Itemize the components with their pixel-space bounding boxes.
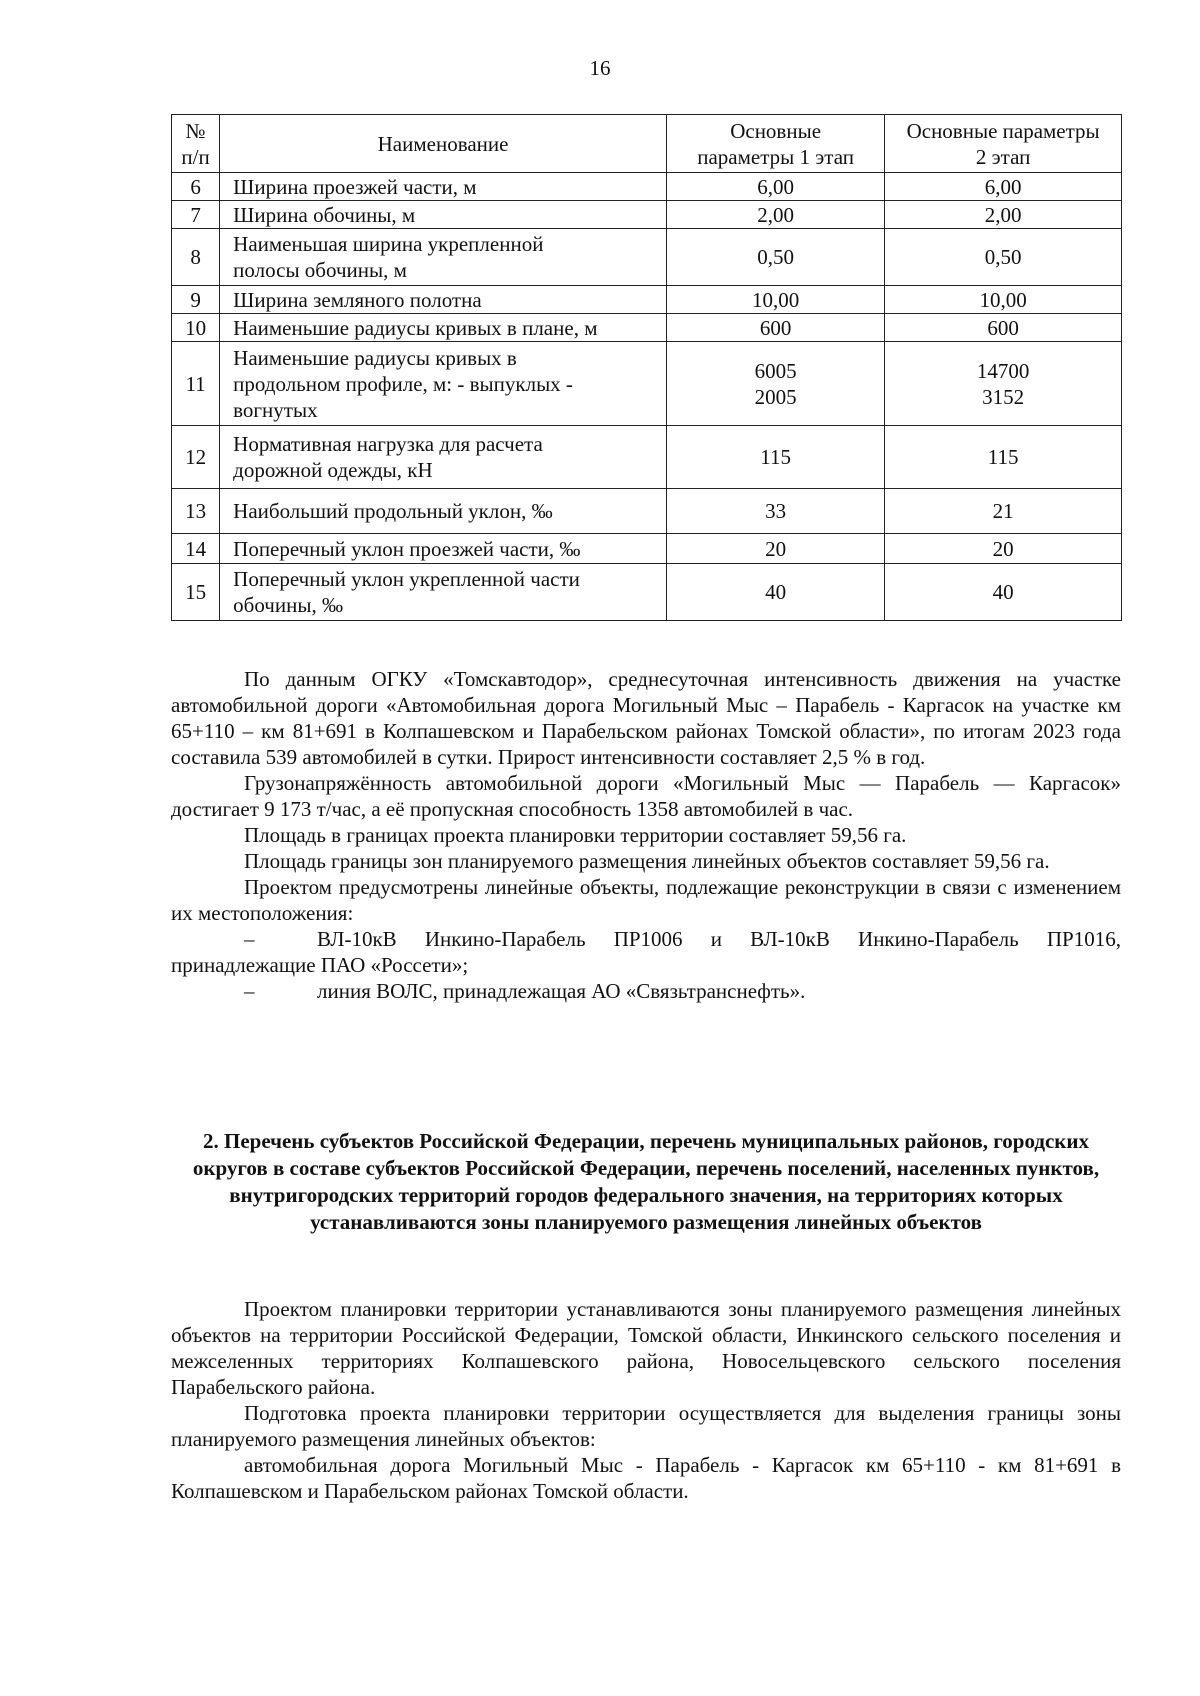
paragraph: По данным ОГКУ «Томскавтодор», среднесуточная интенсивность движения на участке автомобильной дороги «Автомобильная дорога Могильный Мыс – Парабель - Каргасок на участке км 65+110 – км 81+691 в Колпашевском и Парабельском районах Томской области», по итогам 2023 года составила 539 автомобилей в сутки. Прирост интенсивности составляет 2,5 % в год. <box>171 667 1121 769</box>
paragraph: Площадь в границах проекта планировки территории составляет 59,56 га. <box>244 823 907 847</box>
table-header-row <box>172 115 1122 173</box>
row-number: 6 <box>172 173 220 201</box>
table-row <box>172 229 1122 286</box>
row-stage-1-value: 2,00 <box>666 201 884 229</box>
row-name: Ширина обочины, м <box>220 201 667 229</box>
row-stage-1-value: 33 <box>666 489 884 534</box>
row-stage-2-value: 10,00 <box>885 286 1122 314</box>
table-row <box>172 342 1122 426</box>
row-number: 15 <box>172 564 220 621</box>
paragraph: Проектом планировки территории устанавливаются зоны планируемого размещения линейных объектов на территории Российской Федерации, Томской области, Инкинского сельского поселения и межселенных территориях Колпашевского района, Новосельцевского сельского поселения Парабельского района. <box>171 1297 1121 1399</box>
row-stage-1-value: 6,00 <box>666 173 884 201</box>
body-text <box>171 666 1121 1004</box>
table-row <box>172 534 1122 564</box>
row-stage-2-value: 6,00 <box>885 173 1122 201</box>
paragraph: Проектом предусмотрены линейные объекты, подлежащие реконструкции в связи с изменением их местоположения: <box>171 875 1121 925</box>
list-item <box>171 978 1121 1004</box>
parameters-table <box>171 114 1122 621</box>
row-name: Ширина земляного полотна <box>220 286 667 314</box>
paragraph: автомобильная дорога Могильный Мыс - Парабель - Каргасок км 65+110 - км 81+691 в Колпашевском и Парабельском районах Томской области. <box>171 1453 1121 1503</box>
row-name: Ширина проезжей части, м <box>220 173 667 201</box>
row-stage-1-value: 20 <box>666 534 884 564</box>
paragraph: Площадь границы зон планируемого размещения линейных объектов составляет 59,56 га. <box>244 849 1050 873</box>
row-name: Нормативная нагрузка для расчета дорожной одежды, кН <box>220 426 667 489</box>
row-name: Наименьшая ширина укрепленной полосы обочины, м <box>220 229 667 286</box>
row-number: 8 <box>172 229 220 286</box>
row-stage-1-value: 600 <box>666 314 884 342</box>
row-name: Поперечный уклон укрепленной части обочины, ‰ <box>220 564 667 621</box>
row-stage-2-value: 0,50 <box>885 229 1122 286</box>
header-stage-2: Основные параметры 2 этап <box>885 115 1122 173</box>
table-row <box>172 201 1122 229</box>
row-stage-2-value: 115 <box>885 426 1122 489</box>
row-stage-2-value: 14700 3152 <box>885 342 1122 426</box>
row-number: 14 <box>172 534 220 564</box>
row-stage-2-value: 21 <box>885 489 1122 534</box>
row-stage-1-value: 115 <box>666 426 884 489</box>
row-number: 9 <box>172 286 220 314</box>
list-item-text: линия ВОЛС, принадлежащая АО «Связьтранснефть». <box>317 979 806 1003</box>
list-dash: – <box>244 979 255 1003</box>
row-name: Поперечный уклон проезжей части, ‰ <box>220 534 667 564</box>
row-number: 7 <box>172 201 220 229</box>
row-name: Наименьшие радиусы кривых в продольном профиле, м: - выпуклых - вогнутых <box>220 342 667 426</box>
row-stage-2-value: 20 <box>885 534 1122 564</box>
table-row <box>172 286 1122 314</box>
table-row <box>172 489 1122 534</box>
row-stage-1-value: 6005 2005 <box>666 342 884 426</box>
header-stage-1: Основные параметры 1 этап <box>666 115 884 173</box>
row-name: Наибольший продольный уклон, ‰ <box>220 489 667 534</box>
list-item <box>171 926 1121 978</box>
table-row <box>172 314 1122 342</box>
paragraph: Подготовка проекта планировки территории осуществляется для выделения границы зоны планируемого размещения линейных объектов: <box>171 1401 1121 1451</box>
row-number: 13 <box>172 489 220 534</box>
row-number: 11 <box>172 342 220 426</box>
list-dash: – <box>244 927 255 951</box>
table-row <box>172 564 1122 621</box>
row-stage-1-value: 0,50 <box>666 229 884 286</box>
list-item-text: ВЛ-10кВ Инкино-Парабель ПР1006 и ВЛ-10кВ Инкино-Парабель ПР1016, принадлежащие ПАО «Россети»; <box>171 927 1121 977</box>
row-number: 10 <box>172 314 220 342</box>
row-stage-1-value: 40 <box>666 564 884 621</box>
section-body-text <box>171 1296 1121 1504</box>
row-stage-2-value: 40 <box>885 564 1122 621</box>
row-stage-2-value: 600 <box>885 314 1122 342</box>
table-row <box>172 426 1122 489</box>
header-number: № п/п <box>172 115 220 173</box>
row-stage-2-value: 2,00 <box>885 201 1122 229</box>
row-name: Наименьшие радиусы кривых в плане, м <box>220 314 667 342</box>
row-stage-1-value: 10,00 <box>666 286 884 314</box>
row-number: 12 <box>172 426 220 489</box>
page-number: 16 <box>589 56 611 80</box>
header-name: Наименование <box>220 115 667 173</box>
paragraph: Грузонапряжённость автомобильной дороги «Могильный Мыс — Парабель — Каргасок» достигает 9 173 т/час, а её пропускная способность 1358 автомобилей в час. <box>171 771 1121 821</box>
table-row <box>172 173 1122 201</box>
section-heading: 2. Перечень субъектов Российской Федерации, перечень муниципальных районов, городских округов в составе субъектов Российской Федерации, перечень поселений, населенных пунктов, внутригородских территорий городов федерального значения, на территориях которых устанавливаются зоны планируемого размещения линейных объектов <box>192 1129 1100 1234</box>
